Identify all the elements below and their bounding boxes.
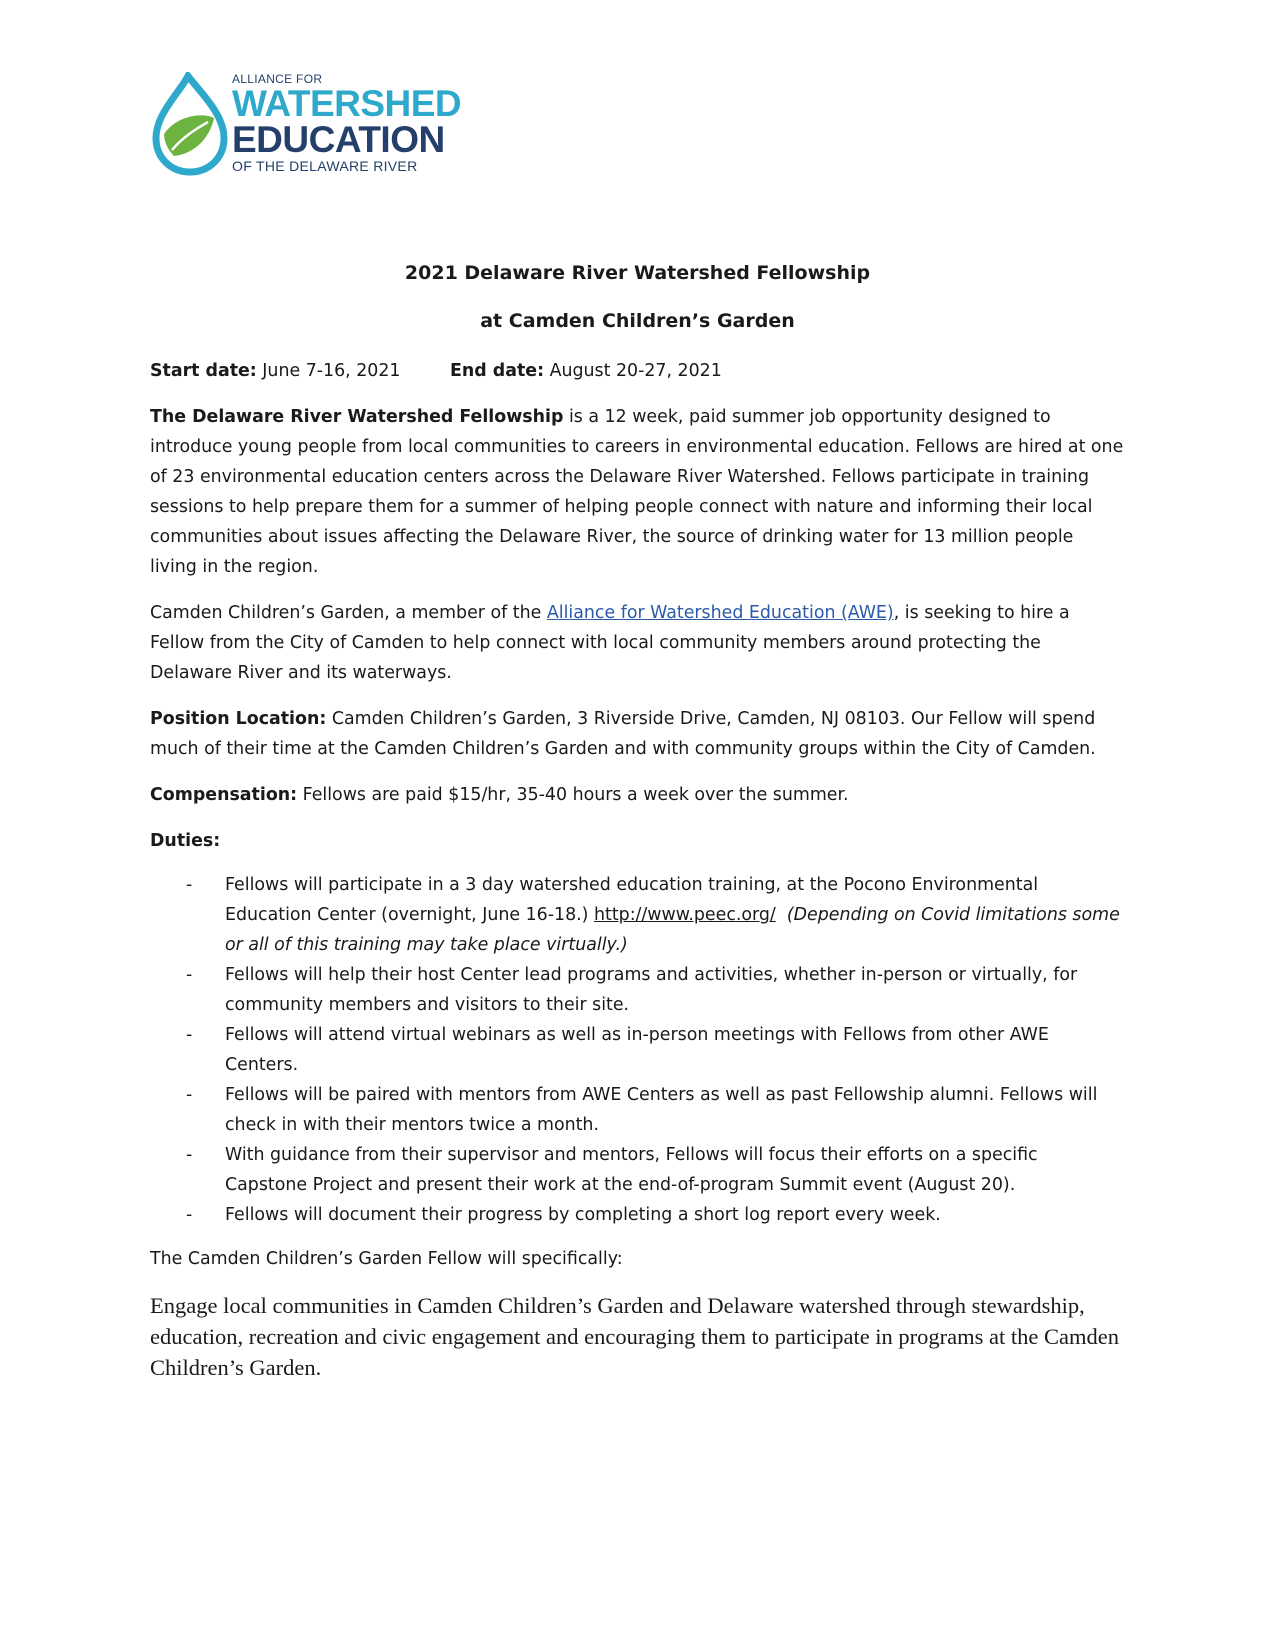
specific-intro: The Camden Children’s Garden Fellow will specifically: <box>150 1249 623 1269</box>
compensation-label: Compensation: <box>150 785 298 805</box>
list-item: - Fellows will be paired with mentors from AWE Centers as well as past Fellowship alumni. Fellows will check in with their mentors twice a month. <box>150 1080 1125 1140</box>
dates-line <box>150 356 1125 386</box>
duty-1-note: (Depending on Covid limitations some or all of this training may take place virtually.) <box>225 905 1120 955</box>
list-item: - Fellows will attend virtual webinars as well as in-person meetings with Fellows from other AWE Centers. <box>150 1020 1125 1080</box>
location-text: Camden Children’s Garden, 3 Riverside Drive, Camden, NJ 08103. Our Fellow will spend much of their time at the Camden Children’s Garden and with community groups within the City of Camden. <box>150 709 1096 759</box>
start-date-label: Start date: <box>150 361 257 381</box>
member-text-after: , is seeking to hire a Fellow from the City of Camden to help connect with local community members around protecting the Delaware River and its waterways. <box>150 603 1070 683</box>
intro-body: is a 12 week, paid summer job opportunity designed to introduce young people from local communities to careers in environmental education. Fellows are hired at one of 23 environmental education centers across the Delaware River Watershed. Fellows participate in training sessions to help prepare them for a summer of helping people connect with nature and informing their local communities about issues affecting the Delaware River, the source of drinking water for 13 million people living in the region. <box>150 407 1124 577</box>
peec-link[interactable]: http://www.peec.org/ <box>594 905 776 925</box>
document-title: 2021 Delaware River Watershed Fellowship <box>404 262 871 284</box>
specific-text: Engage local communities in Camden Children’s Garden and Delaware watershed through stewardship, education, recreation and civic engagement and encouraging them to participate in programs at the Camden Children’s Garden. <box>150 1293 1119 1380</box>
intro-lead: The Delaware River Watershed Fellowship <box>150 407 564 427</box>
list-item: - Fellows will help their host Center lead programs and activities, whether in-person or virtually, for community members and visitors to their site. <box>150 960 1125 1020</box>
end-date-label: End date: <box>450 361 545 381</box>
organization-logo <box>150 72 462 187</box>
intro-paragraph <box>150 402 1125 582</box>
compensation-text: Fellows are paid $15/hr, 35-40 hours a week over the summer. <box>297 785 849 805</box>
compensation-paragraph <box>150 780 1125 810</box>
logo-line-education: EDUCATION <box>232 119 445 160</box>
duty-1-text: Fellows will participate in a 3 day watershed education training, at the Pocono Environmental Education Center (overnight, June 16-18.) <box>225 875 1039 925</box>
document-subtitle: at Camden Children’s Garden <box>480 310 795 332</box>
list-item: - With guidance from their supervisor and mentors, Fellows will focus their efforts on a specific Capstone Project and present their work at the end-of-program Summit event (August 20). <box>150 1140 1125 1200</box>
end-date-value: August 20-27, 2021 <box>549 361 722 381</box>
location-paragraph <box>150 704 1125 764</box>
list-item: - Fellows will document their progress by completing a short log report every week. <box>150 1200 1125 1230</box>
list-item <box>150 870 1125 960</box>
duties-list <box>150 870 1125 1230</box>
logo-line-delaware: OF THE DELAWARE RIVER <box>232 158 418 174</box>
logo-line-watershed: WATERSHED <box>232 83 462 124</box>
location-label: Position Location: <box>150 709 327 729</box>
member-text-before: Camden Children’s Garden, a member of the <box>150 603 547 623</box>
duties-heading-paragraph <box>150 826 1125 856</box>
start-date-value: June 7-16, 2021 <box>262 361 401 381</box>
water-drop-leaf-icon <box>150 72 230 177</box>
member-paragraph <box>150 598 1125 688</box>
logo-line-alliance: ALLIANCE FOR <box>232 72 323 86</box>
awe-link[interactable]: Alliance for Watershed Education (AWE) <box>546 603 894 623</box>
document-body <box>150 356 1125 1399</box>
duties-label: Duties: <box>150 831 221 851</box>
